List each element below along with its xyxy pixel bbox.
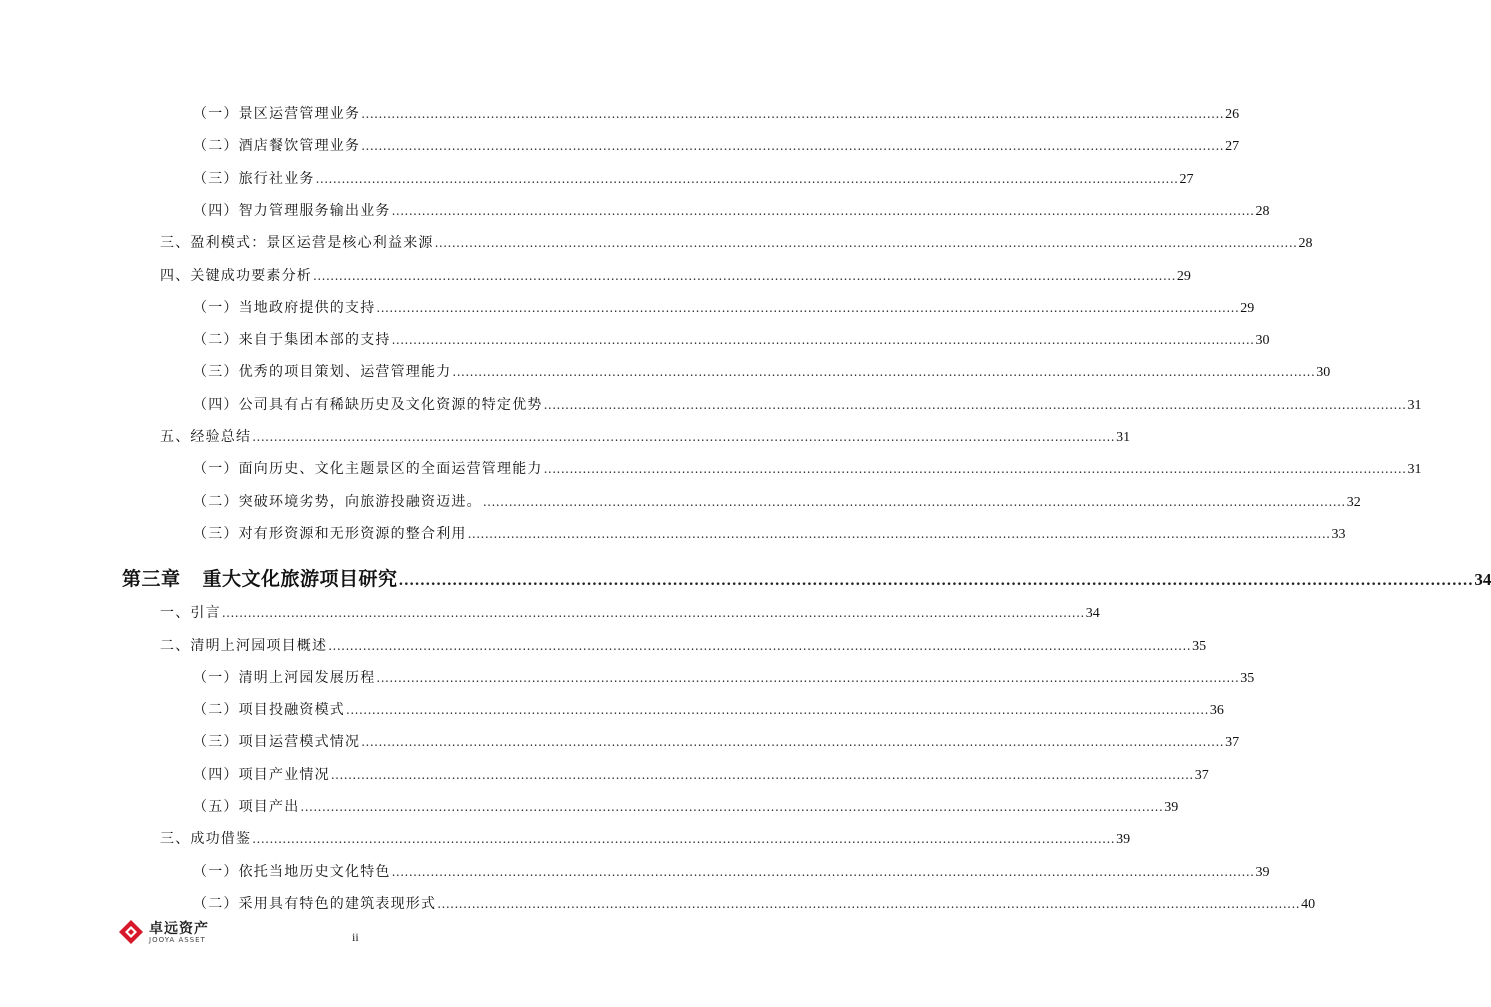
toc-dot-leader: ........................................................................................................................................................................................................ <box>346 703 1209 718</box>
toc-dot-leader: ........................................................................................................................................................................................................ <box>376 670 1240 685</box>
toc-entry-title: 二、清明上河园项目概述 <box>160 637 328 654</box>
toc-entry-title: （一）清明上河园发展历程 <box>193 669 376 686</box>
toc-entry[interactable] <box>193 458 1422 478</box>
toc-chapter-number: 第三章 <box>122 568 181 591</box>
toc-dot-leader: ........................................................................................................................................................................................................ <box>252 430 1116 444</box>
toc-entry[interactable] <box>193 731 1240 751</box>
toc-dot-leader: ........................................................................................................................................................................................................ <box>315 171 1179 186</box>
toc-page-number: 35 <box>1192 638 1207 654</box>
toc-entry-title: （二）酒店餐饮管理业务 <box>193 138 361 155</box>
toc-entry[interactable] <box>193 796 1179 816</box>
toc-dot-leader: ........................................................................................................................................................................................................ <box>361 735 1225 750</box>
toc-page-number: 30 <box>1316 365 1331 381</box>
toc-entry[interactable] <box>193 361 1331 381</box>
toc-dot-leader: ........................................................................................................................................................................................................ <box>313 268 1176 283</box>
toc-dot-leader: ........................................................................................................................................................................................................ <box>361 107 1225 121</box>
toc-entry-title: （二）来自于集团本部的支持 <box>193 332 391 349</box>
toc-entry-title: （二）项目投融资模式 <box>193 702 345 719</box>
toc-entry[interactable] <box>160 828 1131 848</box>
toc-page-number: 39 <box>1164 800 1179 815</box>
toc-page-number: 31 <box>1116 430 1131 445</box>
toc-page-number: 27 <box>1225 139 1240 155</box>
toc-entry-title: （一）当地政府提供的支持 <box>193 299 376 316</box>
toc-page-number: 26 <box>1225 107 1240 122</box>
toc-entry[interactable] <box>193 893 1316 913</box>
toc-page-number: 27 <box>1179 171 1194 187</box>
toc-entry-title: （三）优秀的项目策划、运营管理能力 <box>193 364 452 381</box>
logo-english-text: JOOYA ASSET <box>149 936 206 944</box>
toc-entry[interactable] <box>193 523 1346 543</box>
toc-page-number: 37 <box>1194 767 1209 783</box>
jooya-logo-icon <box>118 919 144 945</box>
toc-page-number: 37 <box>1225 735 1240 751</box>
toc-entry[interactable] <box>160 426 1131 446</box>
toc-entry-title: （二）突破环境劣势，向旅游投融资迈进。 <box>193 493 482 510</box>
toc-page-number: 34 <box>1474 570 1491 590</box>
toc-entry[interactable] <box>193 200 1270 220</box>
toc-entry-title: （四）智力管理服务输出业务 <box>193 202 391 219</box>
toc-entry-title: 三、成功借鉴 <box>160 831 252 848</box>
toc-entry[interactable] <box>193 329 1270 349</box>
toc-chapter-entry[interactable] <box>122 564 1491 591</box>
toc-page-number: 31 <box>1407 462 1422 478</box>
toc-entry-title: 一、引言 <box>160 605 221 622</box>
toc-dot-leader: ........................................................................................................................................................................................................ <box>391 333 1255 348</box>
toc-entry[interactable] <box>160 232 1313 252</box>
toc-entry-title: （三）旅行社业务 <box>193 170 315 187</box>
toc-dot-leader: ........................................................................................................................................................................................................ <box>376 300 1240 315</box>
toc-dot-leader: ........................................................................................................................................................................................................ <box>467 526 1331 541</box>
page-number: ii <box>352 930 359 944</box>
toc-entry-title: （四）公司具有占有稀缺历史及文化资源的特定优势 <box>193 396 543 413</box>
toc-entry[interactable] <box>160 602 1100 622</box>
toc-page-number: 31 <box>1407 397 1422 413</box>
toc-page-number: 33 <box>1331 526 1346 542</box>
toc-entry[interactable] <box>193 297 1255 317</box>
toc-entry-title <box>122 564 398 591</box>
toc-entry-title: 三、盈利模式：景区运营是核心利益来源 <box>160 235 434 252</box>
toc-entry[interactable] <box>193 764 1209 784</box>
toc-page-number: 29 <box>1240 300 1255 316</box>
toc-dot-leader: ........................................................................................................................................................................................................ <box>391 203 1255 218</box>
toc-dot-leader: ........................................................................................................................................................................................................ <box>221 606 1085 621</box>
toc-dot-leader: ........................................................................................................................................................................................................ <box>330 767 1194 782</box>
toc-page-number: 34 <box>1085 606 1100 622</box>
toc-dot-leader: ........................................................................................................................................................................................................ <box>398 573 1474 590</box>
toc-dot-leader: ........................................................................................................................................................................................................ <box>252 832 1116 847</box>
toc-entry-title: （四）项目产业情况 <box>193 766 330 783</box>
toc-page-number: 29 <box>1176 268 1191 284</box>
toc-page-number: 35 <box>1240 670 1255 686</box>
toc-dot-leader: ........................................................................................................................................................................................................ <box>543 397 1407 412</box>
toc-dot-leader: ........................................................................................................................................................................................................ <box>437 896 1301 911</box>
toc-dot-leader: ........................................................................................................................................................................................................ <box>482 494 1346 509</box>
toc-entry[interactable] <box>193 861 1270 881</box>
toc-chapter-title: 重大文化旅游项目研究 <box>202 568 398 591</box>
toc-dot-leader: ........................................................................................................................................................................................................ <box>328 638 1192 653</box>
toc-dot-leader: ........................................................................................................................................................................................................ <box>361 139 1225 154</box>
company-logo <box>118 917 238 947</box>
toc-entry-title: （三）项目运营模式情况 <box>193 734 361 751</box>
toc-page-number: 28 <box>1255 203 1270 219</box>
toc-entry-title: （五）项目产出 <box>193 799 300 815</box>
toc-entry-title: 四、关键成功要素分析 <box>160 267 312 284</box>
toc-entry-title: （二）采用具有特色的建筑表现形式 <box>193 895 437 912</box>
toc-page-number: 32 <box>1346 494 1361 510</box>
toc-dot-leader: ........................................................................................................................................................................................................ <box>543 462 1407 477</box>
toc-dot-leader: ........................................................................................................................................................................................................ <box>391 864 1255 879</box>
toc-entry[interactable] <box>193 135 1240 155</box>
toc-entry[interactable] <box>193 394 1422 414</box>
toc-entry[interactable] <box>193 667 1255 687</box>
toc-entry-title: （三）对有形资源和无形资源的整合利用 <box>193 525 467 542</box>
toc-dot-leader: ........................................................................................................................................................................................................ <box>434 236 1298 251</box>
toc-entry[interactable] <box>160 265 1191 285</box>
toc-entry-title: （一）景区运营管理业务 <box>193 106 361 122</box>
toc-entry[interactable] <box>193 103 1240 123</box>
toc-entry-title: （一）依托当地历史文化特色 <box>193 863 391 880</box>
toc-page-number: 30 <box>1255 333 1270 349</box>
toc-entry[interactable] <box>193 491 1361 511</box>
toc-page-number: 39 <box>1255 864 1270 880</box>
toc-dot-leader: ........................................................................................................................................................................................................ <box>452 365 1316 380</box>
toc-dot-leader: ........................................................................................................................................................................................................ <box>300 800 1164 814</box>
toc-page-number: 36 <box>1209 703 1224 719</box>
toc-entry[interactable] <box>160 635 1207 655</box>
toc-entry-title: 五、经验总结 <box>160 429 252 445</box>
logo-chinese-text: 卓远资产 <box>149 921 209 937</box>
toc-entry[interactable] <box>193 168 1194 188</box>
toc-page-number: 28 <box>1298 236 1313 252</box>
toc-entry[interactable] <box>193 699 1224 719</box>
toc-entry-title: （一）面向历史、文化主题景区的全面运营管理能力 <box>193 461 543 478</box>
toc-page-number: 39 <box>1116 832 1131 848</box>
toc-page-number: 40 <box>1301 896 1316 912</box>
